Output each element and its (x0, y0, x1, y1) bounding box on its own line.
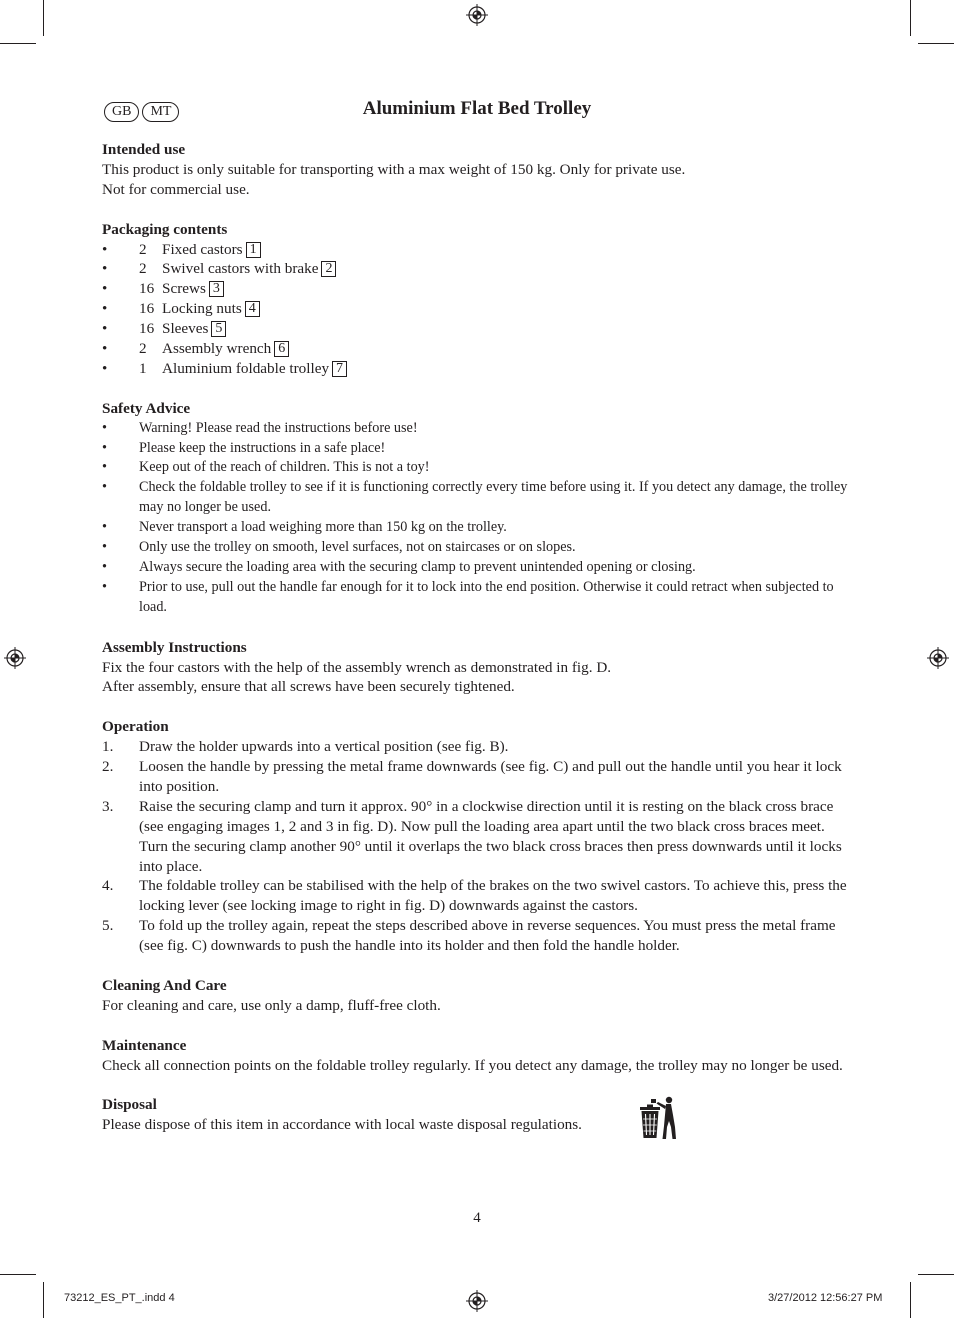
cleaning-text: For cleaning and care, use only a damp, fluff-free cloth. (102, 996, 441, 1014)
item-reference-number: 2 (321, 261, 336, 277)
waste-bin-icon (638, 1093, 678, 1141)
list-item (102, 259, 854, 279)
registration-mark-icon (466, 1290, 488, 1312)
item-quantity: 2 (139, 260, 147, 278)
intended-use-line: This product is only suitable for transporting with a max weight of 150 kg. Only for private use. (102, 160, 686, 178)
safety-advice-list (102, 419, 854, 618)
list-item (102, 578, 854, 618)
list-item (102, 876, 854, 916)
bullet: • (102, 479, 107, 496)
item-label: Swivel castors with brake (162, 260, 319, 278)
language-badge-mt: MT (142, 102, 179, 122)
disposal-heading: Disposal (102, 1096, 157, 1114)
crop-mark-bottom-left-v (43, 1282, 44, 1318)
disposal-text: Please dispose of this item in accordance with local waste disposal regulations. (102, 1116, 582, 1134)
bullet: • (102, 519, 107, 536)
item-label: Sleeves (162, 320, 209, 338)
item-quantity: 2 (139, 340, 147, 358)
item-quantity: 16 (139, 280, 155, 298)
bullet: • (102, 240, 108, 258)
item-label: Fixed castors (162, 240, 243, 258)
file-slug: 73212_ES_PT_.indd 4 (64, 1292, 175, 1304)
item-label: Aluminium foldable trolley (162, 359, 330, 377)
step-text: The foldable trolley can be stabilised with the help of the brakes on the two swivel castors. To achieve this, press the locking lever (see locking image to right in fig. D) downwards against the castors. (139, 877, 847, 915)
step-number: 2. (102, 758, 114, 776)
list-item (102, 458, 854, 478)
list-item (102, 558, 854, 578)
bullet: • (102, 340, 108, 358)
list-item (102, 419, 854, 439)
list-item (102, 319, 854, 339)
crop-mark-top-left-h (0, 43, 36, 44)
item-reference-number: 5 (211, 321, 226, 337)
step-text: Raise the securing clamp and turn it approx. 90° in a clockwise direction until it is resting on the black cross brace (see engaging images 1, 2 and 3 in fig. D). Now pull the loading area apart until the two black cross braces meet. Turn the securing clamp another 90° until it overlaps the two black cross braces then press downwards until it locks into place. (139, 797, 842, 875)
assembly-line: Fix the four castors with the help of the assembly wrench as demonstrated in fig. D. (102, 658, 612, 676)
safety-item-text: Keep out of the reach of children. This is not a toy! (139, 459, 430, 476)
bullet: • (102, 320, 108, 338)
list-item (102, 279, 854, 299)
safety-advice-heading: Safety Advice (102, 399, 191, 417)
list-item (102, 478, 854, 518)
intended-use-line: Not for commercial use. (102, 180, 250, 198)
list-item (102, 797, 854, 877)
crop-mark-top-right-v (910, 0, 911, 36)
item-quantity: 16 (139, 300, 155, 318)
crop-mark-bottom-right-v (910, 1282, 911, 1318)
maintenance-text: Check all connection points on the foldable trolley regularly. If you detect any damage, the trolley may no longer be used. (102, 1056, 843, 1074)
step-number: 1. (102, 738, 114, 756)
item-reference-number: 7 (332, 361, 347, 377)
language-badge-gb: GB (104, 102, 139, 122)
safety-item-text: Warning! Please read the instructions before use! (139, 419, 418, 436)
step-number: 4. (102, 877, 114, 895)
operation-heading: Operation (102, 718, 169, 736)
crop-mark-top-right-h (918, 43, 954, 44)
bullet: • (102, 260, 108, 278)
item-label: Assembly wrench (162, 340, 272, 358)
packaging-contents-heading: Packaging contents (102, 220, 228, 238)
step-text: To fold up the trolley again, repeat the steps described above in reverse sequences. You must press the metal frame (see fig. C) downwards to push the handle into its holder and then fold the handle holder. (139, 917, 836, 955)
registration-mark-icon (4, 647, 26, 669)
disposal-row (102, 1115, 854, 1135)
list-item (102, 737, 854, 757)
list-item (102, 538, 854, 558)
bullet: • (102, 419, 107, 436)
registration-mark-icon (466, 4, 488, 26)
crop-mark-top-left-v (43, 0, 44, 36)
assembly-line: After assembly, ensure that all screws have been securely tightened. (102, 678, 515, 696)
bullet: • (102, 280, 108, 298)
print-timestamp: 3/27/2012 12:56:27 PM (768, 1292, 883, 1304)
bullet: • (102, 300, 108, 318)
bullet: • (102, 578, 107, 595)
safety-item-text: Please keep the instructions in a safe place! (139, 439, 386, 456)
bullet: • (102, 459, 107, 476)
item-reference-number: 1 (246, 242, 261, 258)
item-reference-number: 3 (209, 281, 224, 297)
list-item (102, 916, 854, 956)
safety-item-text: Never transport a load weighing more than 150 kg on the trolley. (139, 519, 507, 536)
step-text: Draw the holder upwards into a vertical position (see fig. B). (139, 738, 509, 756)
list-item (102, 359, 854, 379)
step-number: 5. (102, 917, 114, 935)
registration-mark-icon (927, 647, 949, 669)
step-number: 3. (102, 797, 114, 815)
crop-mark-bottom-right-h (918, 1274, 954, 1275)
operation-steps (102, 737, 854, 956)
bullet: • (102, 439, 107, 456)
item-quantity: 16 (139, 320, 155, 338)
page-title: Aluminium Flat Bed Trolley (362, 98, 592, 119)
list-item (102, 439, 854, 459)
safety-item-text: Prior to use, pull out the handle far enough for it to lock into the end position. Otherwise it could retract when subjected to load. (139, 578, 834, 615)
list-item (102, 518, 854, 538)
intended-use-heading: Intended use (102, 141, 186, 158)
item-reference-number: 4 (245, 301, 260, 317)
bullet: • (102, 539, 107, 556)
cleaning-heading: Cleaning And Care (102, 976, 227, 994)
bullet: • (102, 359, 108, 377)
safety-item-text: Check the foldable trolley to see if it is functioning correctly every time before using it. If you detect any damage, the trolley may no longer be used. (139, 479, 848, 516)
item-quantity: 1 (139, 359, 147, 377)
crop-mark-bottom-left-h (0, 1274, 36, 1275)
step-text: Loosen the handle by pressing the metal frame downwards (see fig. C) and pull out the handle until you hear it lock into position. (139, 758, 842, 795)
list-item (102, 339, 854, 359)
list-item (102, 240, 854, 260)
maintenance-heading: Maintenance (102, 1036, 187, 1054)
list-item (102, 757, 854, 797)
assembly-instructions-heading: Assembly Instructions (102, 638, 247, 656)
item-reference-number: 6 (274, 341, 289, 357)
safety-item-text: Always secure the loading area with the securing clamp to prevent unintended opening or closing. (139, 559, 696, 575)
bullet: • (102, 559, 107, 575)
document-body (102, 140, 854, 1135)
list-item (102, 299, 854, 319)
item-quantity: 2 (139, 240, 147, 258)
page-number: 4 (473, 1210, 481, 1226)
safety-item-text: Only use the trolley on smooth, level surfaces, not on staircases or on slopes. (139, 539, 576, 556)
packaging-contents-list (102, 240, 854, 379)
item-label: Screws (162, 280, 206, 298)
item-label: Locking nuts (162, 300, 242, 318)
